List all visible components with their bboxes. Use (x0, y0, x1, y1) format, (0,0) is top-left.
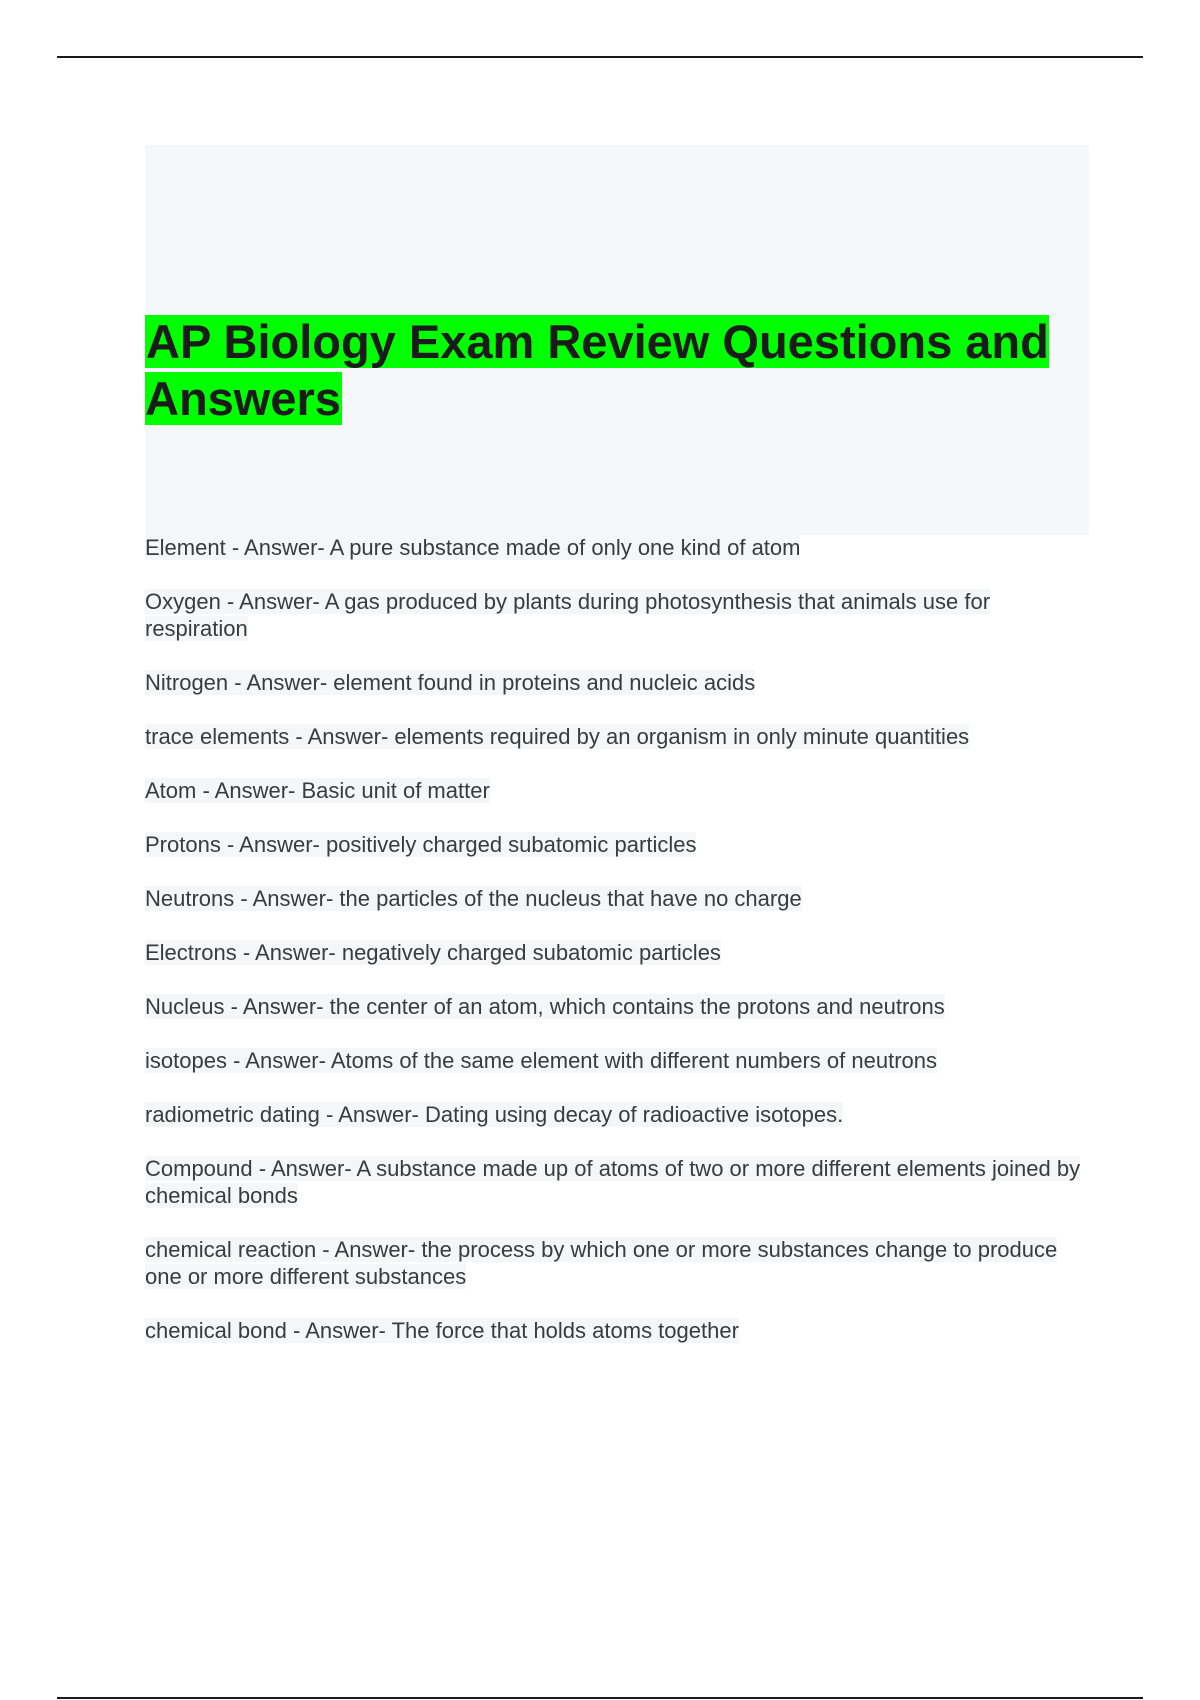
qa-item: Element - Answer- A pure substance made of only one kind of atom (145, 535, 801, 560)
qa-item: Protons - Answer- positively charged subatomic particles (145, 832, 697, 857)
qa-item: Nucleus - Answer- the center of an atom, which contains the protons and neutrons (145, 994, 945, 1019)
top-rule (57, 56, 1143, 58)
qa-item: radiometric dating - Answer- Dating using decay of radioactive isotopes. (145, 1102, 844, 1127)
qa-list (145, 534, 1089, 1371)
qa-item: Neutrons - Answer- the particles of the nucleus that have no charge (145, 886, 802, 911)
document-title-highlight: AP Biology Exam Review Questions and Answers (145, 315, 1049, 425)
qa-item: Nitrogen - Answer- element found in proteins and nucleic acids (145, 670, 756, 695)
qa-item: Compound - Answer- A substance made up of atoms of two or more different elements joined by chemical bonds (145, 1156, 1081, 1208)
qa-item: Atom - Answer- Basic unit of matter (145, 778, 490, 803)
qa-item: isotopes - Answer- Atoms of the same element with different numbers of neutrons (145, 1048, 937, 1073)
qa-item: chemical bond - Answer- The force that holds atoms together (145, 1318, 739, 1343)
qa-item: trace elements - Answer- elements required by an organism in only minute quantities (145, 724, 970, 749)
qa-item: chemical reaction - Answer- the process by which one or more substances change to produce one or more different substances (145, 1237, 1058, 1289)
title-block (145, 145, 1089, 535)
qa-item: Oxygen - Answer- A gas produced by plants during photosynthesis that animals use for respiration (145, 589, 991, 641)
qa-item: Electrons - Answer- negatively charged subatomic particles (145, 940, 721, 965)
bottom-rule (57, 1697, 1143, 1699)
document-title (145, 313, 1089, 427)
